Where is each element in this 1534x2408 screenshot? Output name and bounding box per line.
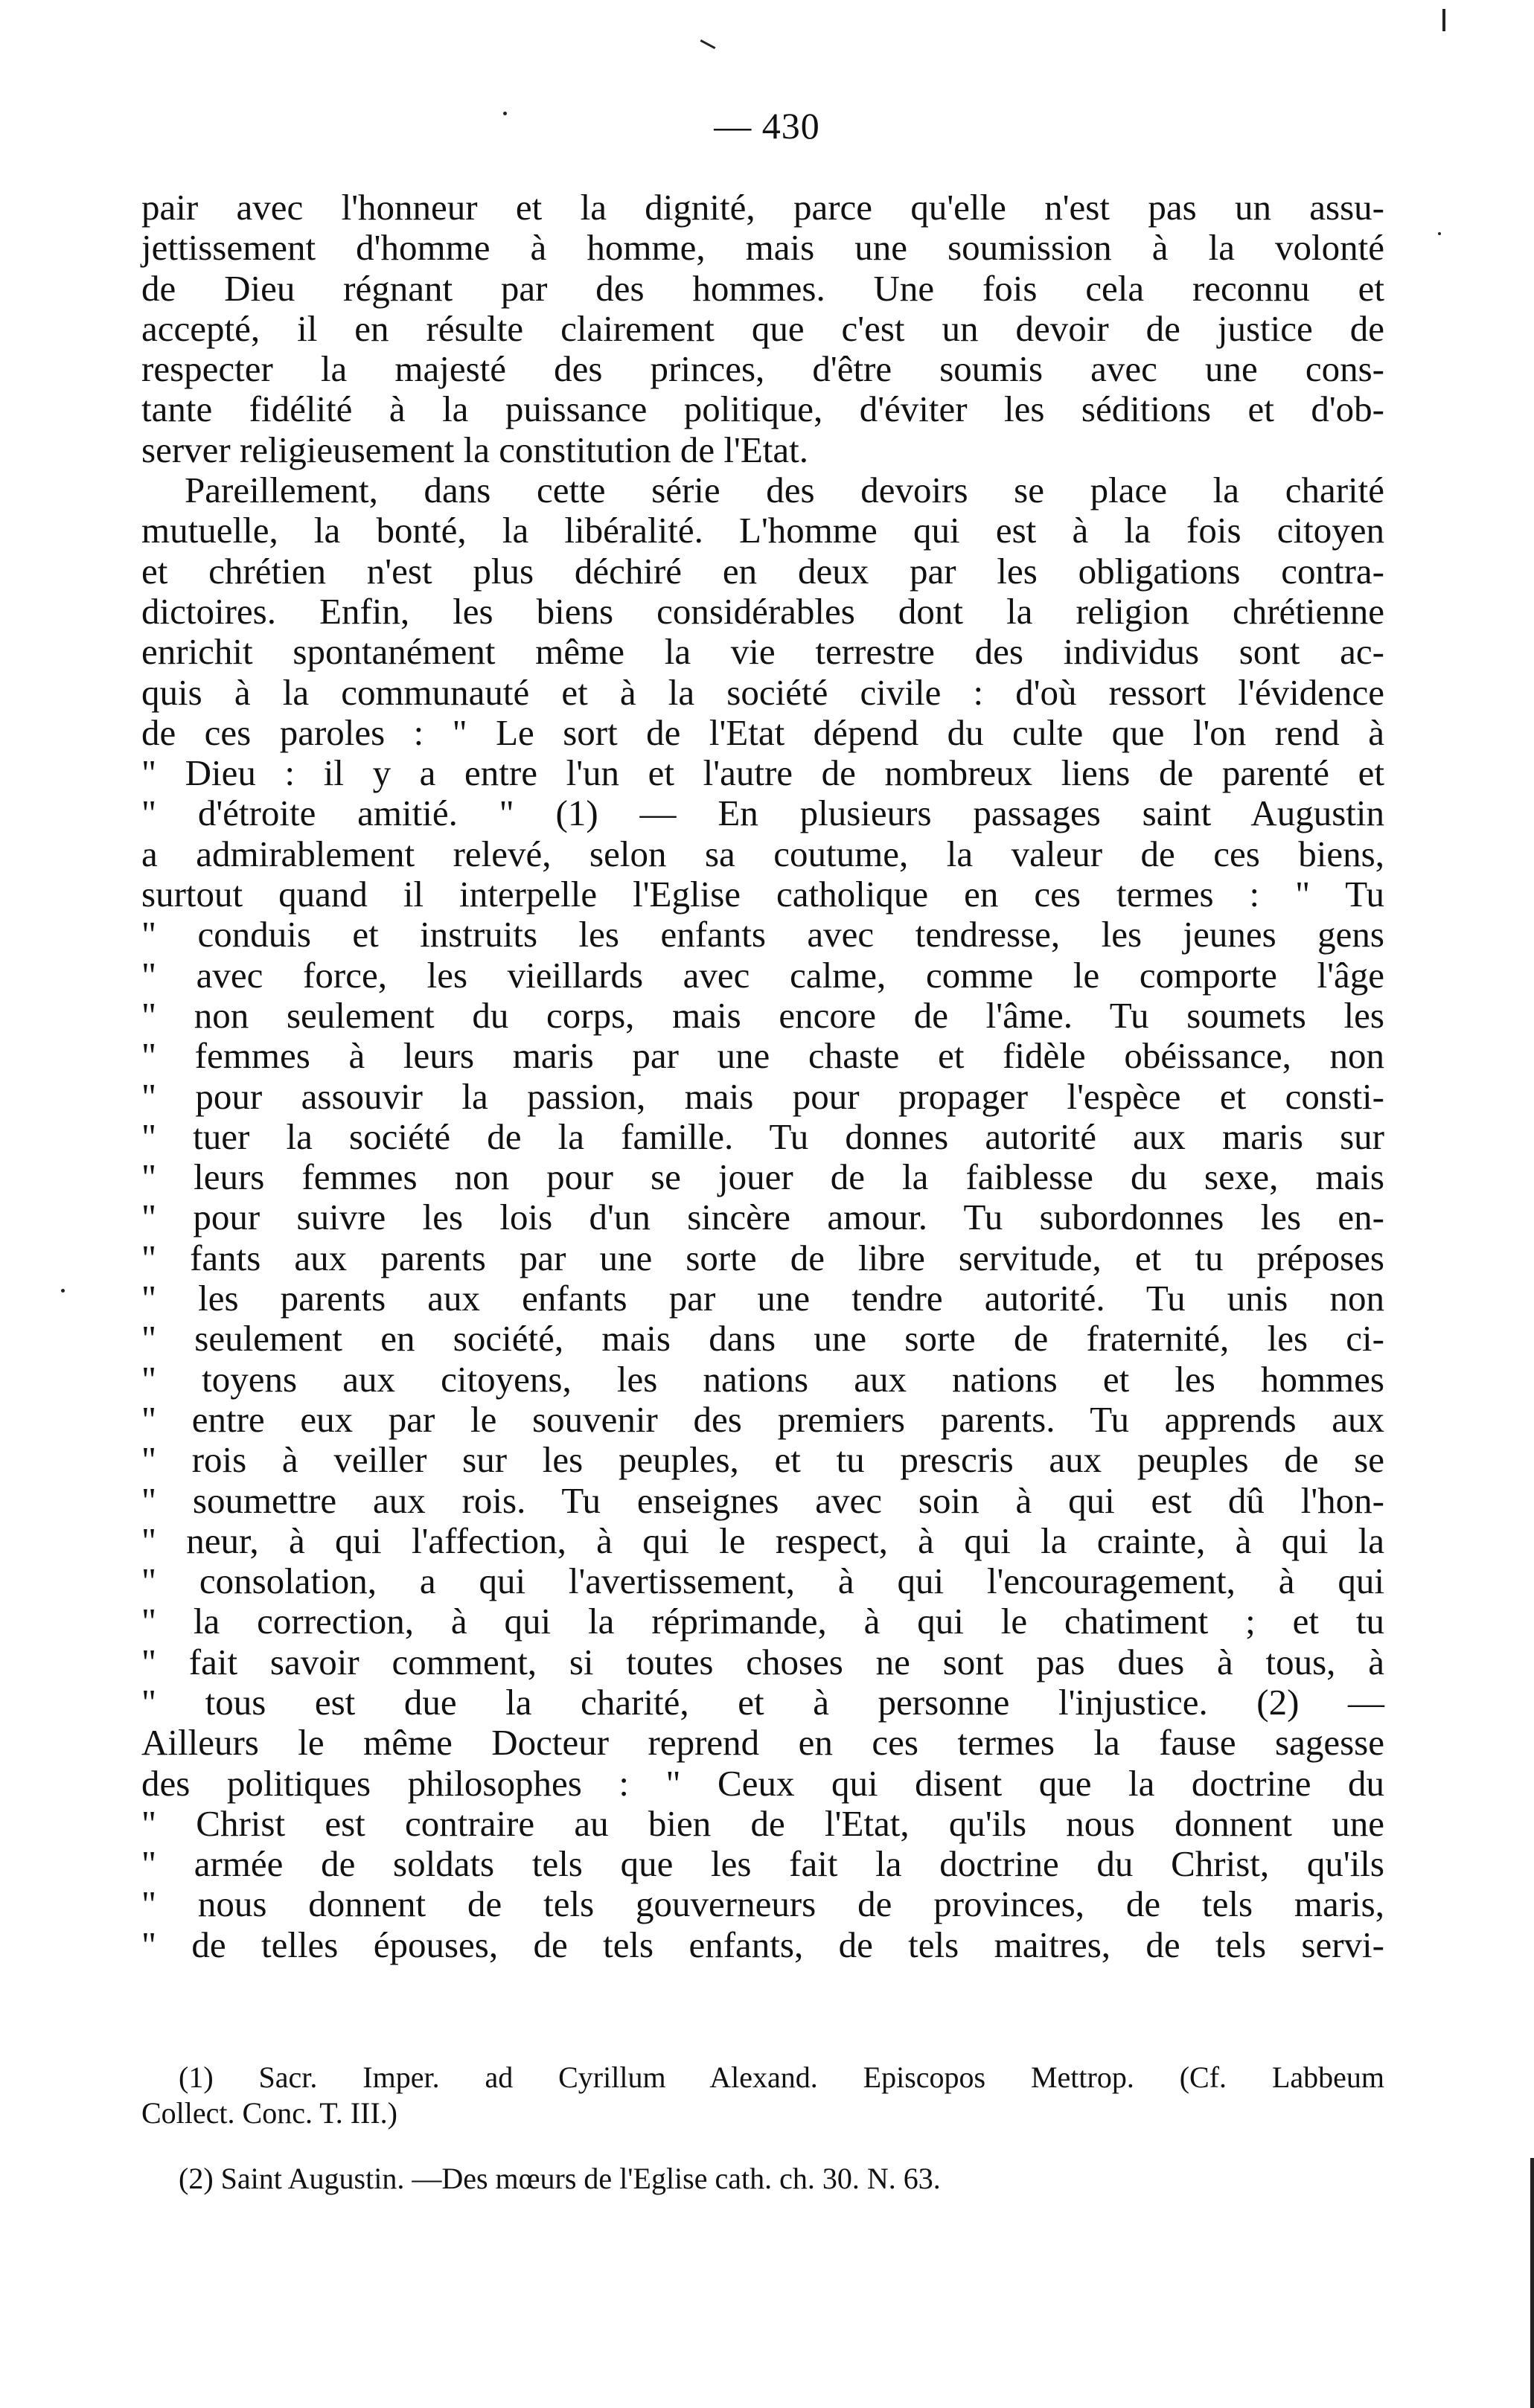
footnotes <box>141 2060 1384 2197</box>
text-line: " armée de soldats tels que les fait la doctrine du Christ, qu'ils <box>141 1843 1384 1885</box>
text-line: " la correction, à qui la réprimande, à qui le chatiment ; et tu <box>141 1601 1384 1642</box>
text-line: dictoires. Enfin, les biens considérables dont la religion chrétienne <box>141 590 1384 632</box>
text-line: " fait savoir comment, si toutes choses ne sont pas dues à tous, à <box>141 1641 1384 1682</box>
text-line: accepté, il en résulte clairement que c'est un devoir de justice de <box>141 307 1384 349</box>
footnote-2: (2) Saint Augustin. —Des mœurs de l'Eglise cath. ch. 30. N. 63. <box>179 2162 941 2195</box>
text-line: " toyens aux citoyens, les nations aux nations et les hommes <box>141 1358 1384 1400</box>
text-line: quis à la communauté et à la société civile : d'où ressort l'évidence <box>141 671 1384 713</box>
text-line: et chrétien n'est plus déchiré en deux par les obligations contra- <box>141 550 1384 592</box>
text-line: de ces paroles : " Le sort de l'Etat dépend du culte que l'on rend à <box>141 711 1384 753</box>
text-line: " conduis et instruits les enfants avec tendresse, les jeunes gens <box>141 914 1384 955</box>
text-line: " seulement en société, mais dans une sorte de fraternité, les ci- <box>141 1318 1384 1360</box>
text-line: " Christ est contraire au bien de l'Etat, qu'ils nous donnent une <box>141 1802 1384 1844</box>
text-line: " avec force, les vieillards avec calme, comme le comporte l'âge <box>141 954 1384 996</box>
text-line: respecter la majesté des princes, d'être soumis avec une cons- <box>141 348 1384 390</box>
scan-speck <box>700 39 716 49</box>
scan-speck <box>1442 9 1445 31</box>
text-line: " femmes à leurs maris par une chaste et fidèle obéissance, non <box>141 1035 1384 1077</box>
text-line: surtout quand il interpelle l'Eglise catholique en ces termes : " Tu <box>141 874 1384 915</box>
scan-speck <box>1438 232 1441 235</box>
text-line: " rois à veiller sur les peuples, et tu prescris aux peuples de se <box>141 1439 1384 1481</box>
text-line: pair avec l'honneur et la dignité, parce qu'elle n'est pas un assu- <box>141 187 1384 228</box>
text-line: jettissement d'homme à homme, mais une soumission à la volonté <box>141 227 1384 269</box>
text-line: " nous donnent de tels gouverneurs de provinces, de tels maris, <box>141 1883 1384 1925</box>
text-line: " non seulement du corps, mais encore de l'âme. Tu soumets les <box>141 994 1384 1036</box>
text-line: tante fidélité à la puissance politique, d'éviter les séditions et d'ob- <box>141 388 1384 430</box>
page-number: — 430 <box>714 105 820 147</box>
scan-edge <box>1530 2158 1534 2408</box>
text-line: " entre eux par le souvenir des premiers parents. Tu apprends aux <box>141 1398 1384 1440</box>
text-line: des politiques philosophes : " Ceux qui disent que la doctrine du <box>141 1762 1384 1804</box>
text-line: server religieusement la constitution de l'Etat. <box>141 429 808 470</box>
text-line: mutuelle, la bonté, la libéralité. L'homme qui est à la fois citoyen <box>141 510 1384 551</box>
text-line: " leurs femmes non pour se jouer de la faiblesse du sexe, mais <box>141 1156 1384 1198</box>
text-line: " les parents aux enfants par une tendre autorité. Tu unis non <box>141 1278 1384 1319</box>
text-line: " pour assouvir la passion, mais pour propager l'espèce et consti- <box>141 1075 1384 1117</box>
footnote-1: (1) Sacr. Imper. ad Cyrillum Alexand. Episcopos Mettrop. (Cf. Labbeum <box>179 2060 1384 2094</box>
text-line: " d'étroite amitié. " (1) — En plusieurs passages saint Augustin <box>141 792 1384 834</box>
text-line: " de telles épouses, de tels enfants, de tels maitres, de tels servi- <box>141 1924 1384 1965</box>
text-line: Pareillement, dans cette série des devoirs se place la charité <box>185 470 1384 511</box>
text-line: " neur, à qui l'affection, à qui le respect, à qui la crainte, à qui la <box>141 1520 1384 1561</box>
text-line: " tuer la société de la famille. Tu donnes autorité aux maris sur <box>141 1115 1384 1157</box>
text-line: Ailleurs le même Docteur reprend en ces termes la fause sagesse <box>141 1722 1384 1764</box>
text-line: " fants aux parents par une sorte de libre servitude, et tu préposes <box>141 1237 1384 1278</box>
text-line: " consolation, a qui l'avertissement, à qui l'encouragement, à qui <box>141 1560 1384 1602</box>
text-line: a admirablement relevé, selon sa coutume, la valeur de ces biens, <box>141 833 1384 874</box>
footnote-1-continued: Collect. Conc. T. III.) <box>141 2096 397 2130</box>
scan-speck <box>61 1289 65 1293</box>
text-line: " soumettre aux rois. Tu enseignes avec soin à qui est dû l'hon- <box>141 1479 1384 1521</box>
body-text <box>141 188 1384 1965</box>
text-line: " tous est due la charité, et à personne l'injustice. (2) — <box>141 1681 1384 1723</box>
text-line: enrichit spontanément même la vie terrestre des individus sont ac- <box>141 631 1384 673</box>
text-line: de Dieu régnant par des hommes. Une fois cela reconnu et <box>141 267 1384 309</box>
footnote-spacer <box>141 2131 1384 2161</box>
text-line: " Dieu : il y a entre l'un et l'autre de nombreux liens de parenté et <box>141 752 1384 794</box>
text-line: " pour suivre les lois d'un sincère amour. Tu subordonnes les en- <box>141 1197 1384 1238</box>
